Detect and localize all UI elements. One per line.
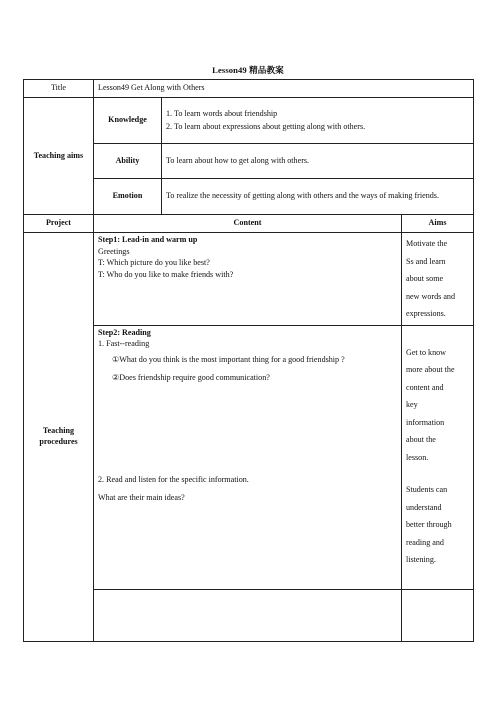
aims-line: Ss and learn: [406, 256, 446, 266]
aims-line: information: [406, 417, 445, 427]
aims-line: more about the: [406, 365, 455, 374]
step2-content: [94, 325, 402, 589]
knowledge-item: 2. To learn about expressions about getting along with others.: [166, 121, 366, 131]
knowledge-list: [166, 109, 469, 132]
procedures-label-line2: procedures: [39, 436, 78, 446]
title-row: [24, 80, 474, 98]
step2-title: Step2: Reading: [98, 327, 151, 337]
step1-line: T: Which picture do you like best?: [98, 258, 210, 268]
knowledge-label: Knowledge: [94, 98, 162, 144]
step1-content: [94, 233, 402, 326]
aims-line: reading and: [406, 537, 444, 547]
step1-row: [24, 233, 474, 326]
document-title: Lesson49 精品教案: [212, 65, 284, 75]
lesson-plan-table: [23, 79, 474, 642]
content-header: Content: [94, 215, 402, 233]
fast-reading: 1. Fast--reading: [98, 339, 150, 349]
procedures-label-line1: Teaching: [42, 426, 75, 436]
knowledge-content: [162, 98, 474, 144]
aims-line: better through: [406, 520, 452, 529]
question-1: ①What do you think is the most important thing for a good friendship ?: [112, 354, 345, 364]
question-2: ②Does friendship require good communication?: [112, 373, 270, 383]
teaching-procedures-label: [24, 233, 94, 642]
aims-line: expressions.: [406, 309, 446, 318]
aims-header: Aims: [402, 215, 474, 233]
knowledge-row: [24, 98, 474, 144]
step1-line: Greetings: [98, 246, 130, 256]
header-row: [24, 215, 474, 233]
aims-line: content and: [406, 382, 444, 392]
read-listen: 2. Read and listen for the specific information.: [98, 474, 249, 484]
knowledge-item: 1. To learn words about friendship: [166, 108, 278, 118]
step2-aims: [402, 325, 474, 589]
aims-line: Students can: [406, 485, 448, 494]
ability-value: To learn about how to get along with others.: [162, 144, 474, 179]
aims-line: listening.: [406, 555, 436, 564]
project-header: Project: [24, 215, 94, 233]
aims-line: about the: [406, 435, 436, 444]
ability-label: Ability: [94, 144, 162, 179]
step1-line: T: Who do you like to make friends with?: [98, 269, 234, 279]
empty-content-cell: [94, 589, 402, 641]
step1-aims: [402, 233, 474, 326]
aims-line: key: [406, 400, 418, 409]
emotion-label: Emotion: [94, 179, 162, 215]
main-ideas: What are their main ideas?: [98, 493, 185, 503]
aims-line: understand: [406, 502, 442, 512]
aims-line: new words and: [406, 291, 456, 301]
step1-title: Step1: Lead-in and warm up: [98, 235, 198, 244]
teaching-aims-label: Teaching aims: [24, 98, 94, 215]
aims-line: lesson.: [406, 452, 429, 462]
emotion-value: To realize the necessity of getting along with others and the ways of making friends.: [162, 179, 474, 215]
aims-line: Motivate the: [406, 239, 448, 248]
empty-aims-cell: [402, 589, 474, 641]
aims-line: Get to know: [406, 347, 447, 357]
title-value: Lesson49 Get Along with Others: [94, 80, 474, 98]
title-label: Title: [24, 80, 94, 98]
aims-line: about some: [406, 274, 444, 283]
